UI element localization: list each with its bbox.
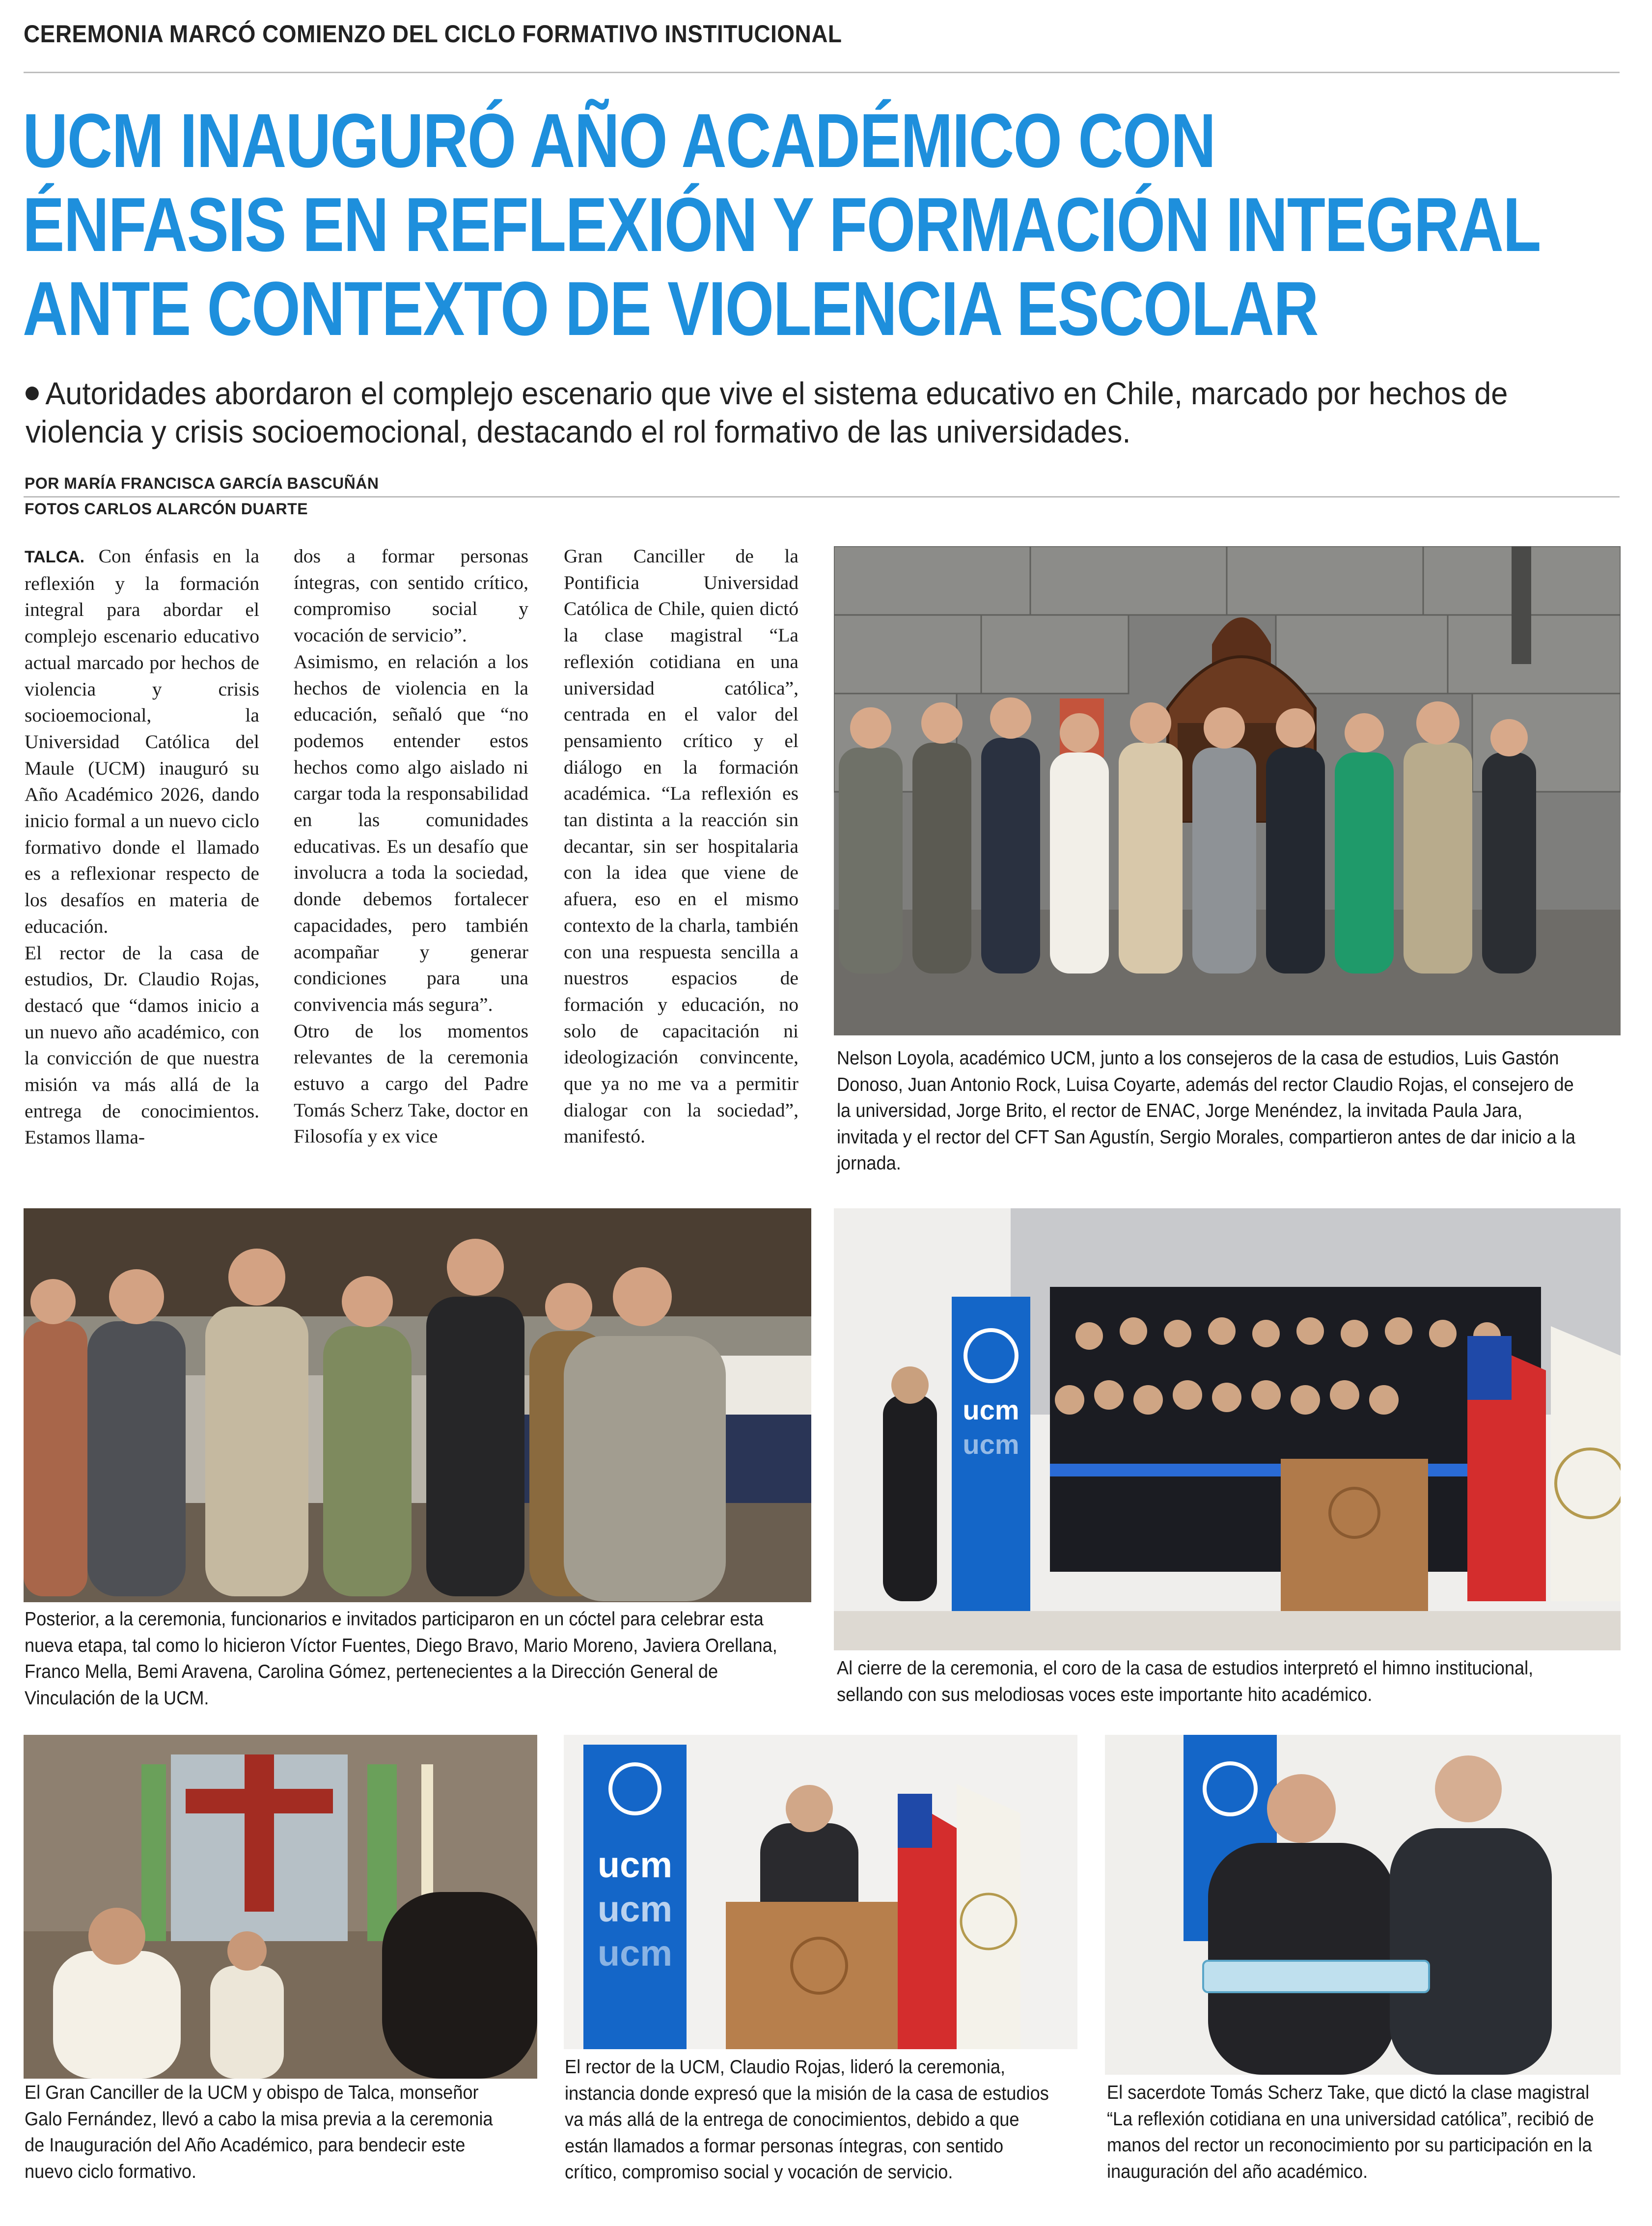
mass-photo-caption: El Gran Canciller de la UCM y obispo de Talca, monseñor Galo Fernández, llevó a cabo la misa previa a la ceremonia de Inauguración del Año Académico, para bendecir este nuevo ciclo formativo. [25, 2082, 493, 2182]
byline-rule [24, 496, 1620, 498]
body-col2-p2: Asimismo, en relación a los hechos de violencia en la educación, señaló que “no podemos entender estos hechos como algo aislado ni cargar toda la responsabilidad en las comunidades educativas. Es un desafío que involucra a toda la sociedad, donde debemos fortalecer capacidades, pero también acompañar y generar condiciones para una convivencia más segura”. [294, 650, 528, 1015]
dateline: TALCA. [25, 548, 85, 566]
kicker-rule [24, 72, 1620, 73]
body-column-3 [564, 543, 798, 1150]
deck [26, 374, 1543, 451]
headline-line-1: UCM INAUGURÓ AÑO ACADÉMICO CON [23, 98, 1215, 184]
group-photo-caption: Nelson Loyola, académico UCM, junto a los consejeros de la casa de estudios, Luis Gastón Donoso, Juan Antonio Rock, Luisa Coyarte, además del rector Claudio Rojas, el consejero de la universidad, Jorge Brito, el rector de ENAC, Jorge Menéndez, la invitada Paula Jara, invitada y el rector del CFT San Agustín, Sergio Morales, compartieron antes de dar inicio a la jornada. [837, 1048, 1575, 1174]
banner-text-ucm-2: ucm [963, 1429, 1019, 1460]
kicker: CEREMONIA MARCÓ COMIENZO DEL CICLO FORMATIVO INSTITUCIONAL [24, 20, 842, 48]
body-column-1 [25, 543, 259, 1151]
banner-text-ucm-5: ucm [597, 1933, 673, 1974]
priest-photo [1105, 1735, 1621, 2075]
mass-photo [24, 1735, 537, 2079]
body-column-2 [294, 543, 528, 1150]
headline [23, 98, 1541, 352]
body-col2-p1: dos a formar personas íntegras, con sentido crítico, compromiso social y vocación de servicio”. [294, 545, 528, 646]
cocktail-photo-caption: Posterior, a la ceremonia, funcionarios e invitados participaron en un cóctel para celebrar esta nueva etapa, tal como lo hicieron Víctor Fuentes, Diego Bravo, Mario Moreno, Javiera Orellana, Franco Mella, Bemi Aravena, Carolina Gómez, pertenecientes a la Dirección General de Vinculación de la UCM. [25, 1609, 777, 1709]
photo-credit: FOTOS CARLOS ALARCÓN DUARTE [25, 500, 308, 518]
deck-text: Autoridades abordaron el complejo escenario que vive el sistema educativo en Chile, marcado por hechos de violencia y crisis socioemocional, destacando el rol formativo de las universidades. [26, 376, 1508, 449]
body-col1-p1: Con énfasis en la reflexión y la formación integral para abordar el complejo escenario educativo actual marcado por hechos de violencia y crisis socioemocional, la Universidad Católica del Maule (UCM) inauguró su Año Académico 2026, dando inicio formal a un nuevo ciclo formativo donde el llamado es a reflexionar respecto de los desafíos en materia de educación. [25, 545, 259, 937]
priest-photo-caption: El sacerdote Tomás Scherz Take, que dictó la clase magistral “La reflexión cotidiana en una universidad católica”, recibió de manos del rector un reconocimiento por su participación en la inauguración del año académico. [1107, 2082, 1594, 2182]
banner-text-ucm: ucm [963, 1394, 1019, 1425]
rector-photo [564, 1735, 1077, 2049]
headline-line-3: ANTE CONTEXTO DE VIOLENCIA ESCOLAR [23, 266, 1318, 352]
headline-line-2: ÉNFASIS EN REFLEXIÓN Y FORMACIÓN INTEGRAL [23, 182, 1541, 268]
choir-photo-caption: Al cierre de la ceremonia, el coro de la casa de estudios interpretó el himno institucional, sellando con sus melodiosas voces este importante hito académico. [837, 1658, 1534, 1705]
banner-text-ucm-4: ucm [597, 1889, 673, 1929]
body-col3-p1: Gran Canciller de la Pontificia Universidad Católica de Chile, quien dictó la clase magistral “La reflexión cotidiana en una universidad católica”, centrada en el valor del pensamiento crítico y el diálogo en la formación académica. “La reflexión es tan distinta a la reacción sin decantar, sin ser hospitalaria con la idea que viene de afuera, eso en el mismo contexto de la charla, también con una respuesta sencilla a nuestros espacios de formación y educación, no solo de capacitación ni ideologización convincente, que ya no me va a permitir dialogar con la sociedad”, manifestó. [564, 545, 798, 1147]
bullet-icon [26, 387, 39, 400]
body-col1-p2: El rector de la casa de estudios, Dr. Claudio Rojas, destacó que “damos inicio a un nuevo año académico, con la convicción de que nuestra misión va más allá de la entrega de conocimientos. Estamos llama- [25, 942, 259, 1148]
body-col2-p3: Otro de los momentos relevantes de la ceremonia estuvo a cargo del Padre Tomás Scherz Take, doctor en Filosofía y ex vice [294, 1020, 528, 1147]
banner-text-ucm-3: ucm [597, 1844, 673, 1885]
cocktail-photo [24, 1208, 811, 1602]
choir-photo [834, 1208, 1621, 1650]
byline: POR MARÍA FRANCISCA GARCÍA BASCUÑÁN [25, 474, 379, 492]
group-photo [834, 546, 1621, 1035]
rector-photo-caption: El rector de la UCM, Claudio Rojas, lideró la ceremonia, instancia donde expresó que la misión de la casa de estudios va más allá de la entrega de conocimientos, debido a que están llamados a formar personas íntegras, con sentido crítico, compromiso social y vocación de servicio. [565, 2057, 1049, 2183]
